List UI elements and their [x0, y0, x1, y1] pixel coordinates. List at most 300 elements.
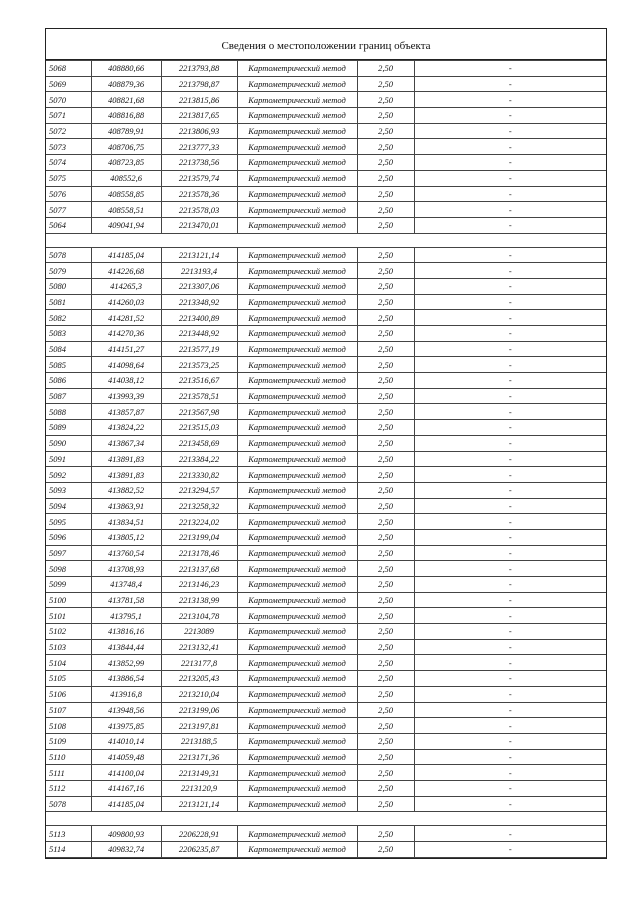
accuracy-cell: 2,50	[357, 702, 414, 718]
accuracy-cell: 2,50	[357, 498, 414, 514]
point-number-cell: 5079	[46, 263, 91, 279]
x-coordinate-cell: 414270,36	[91, 326, 161, 342]
x-coordinate-cell: 408880,66	[91, 61, 161, 77]
note-cell: -	[414, 749, 606, 765]
y-coordinate-cell: 2213817,65	[161, 108, 237, 124]
coordinates-table-body	[46, 61, 606, 858]
note-cell: -	[414, 765, 606, 781]
table-row	[46, 310, 606, 326]
note-cell: -	[414, 435, 606, 451]
x-coordinate-cell: 414185,04	[91, 796, 161, 812]
table-row	[46, 639, 606, 655]
x-coordinate-cell: 414151,27	[91, 341, 161, 357]
method-cell: Картометрический метод	[237, 139, 357, 155]
method-cell: Картометрический метод	[237, 186, 357, 202]
accuracy-cell: 2,50	[357, 247, 414, 263]
table-row	[46, 608, 606, 624]
x-coordinate-cell: 408789,91	[91, 123, 161, 139]
x-coordinate-cell: 413857,87	[91, 404, 161, 420]
accuracy-cell: 2,50	[357, 639, 414, 655]
y-coordinate-cell: 2213577,19	[161, 341, 237, 357]
x-coordinate-cell: 413975,85	[91, 718, 161, 734]
accuracy-cell: 2,50	[357, 92, 414, 108]
table-row	[46, 514, 606, 530]
method-cell: Картометрический метод	[237, 655, 357, 671]
table-row	[46, 388, 606, 404]
note-cell: -	[414, 139, 606, 155]
table-row	[46, 92, 606, 108]
table-row	[46, 76, 606, 92]
method-cell: Картометрический метод	[237, 577, 357, 593]
y-coordinate-cell: 2206235,87	[161, 842, 237, 858]
y-coordinate-cell: 2213330,82	[161, 467, 237, 483]
method-cell: Картометрический метод	[237, 686, 357, 702]
method-cell: Картометрический метод	[237, 155, 357, 171]
x-coordinate-cell: 409041,94	[91, 217, 161, 233]
point-number-cell: 5078	[46, 247, 91, 263]
x-coordinate-cell: 413824,22	[91, 420, 161, 436]
note-cell: -	[414, 545, 606, 561]
accuracy-cell: 2,50	[357, 326, 414, 342]
point-number-cell: 5100	[46, 592, 91, 608]
table-row	[46, 765, 606, 781]
x-coordinate-cell: 414100,04	[91, 765, 161, 781]
accuracy-cell: 2,50	[357, 686, 414, 702]
note-cell: -	[414, 247, 606, 263]
note-cell: -	[414, 202, 606, 218]
y-coordinate-cell: 2213104,78	[161, 608, 237, 624]
accuracy-cell: 2,50	[357, 545, 414, 561]
table-row	[46, 498, 606, 514]
x-coordinate-cell: 413816,16	[91, 624, 161, 640]
method-cell: Картометрический метод	[237, 498, 357, 514]
point-number-cell: 5074	[46, 155, 91, 171]
point-number-cell: 5094	[46, 498, 91, 514]
method-cell: Картометрический метод	[237, 108, 357, 124]
y-coordinate-cell: 2213384,22	[161, 451, 237, 467]
method-cell: Картометрический метод	[237, 357, 357, 373]
table-row	[46, 373, 606, 389]
x-coordinate-cell: 413882,52	[91, 482, 161, 498]
table-row	[46, 655, 606, 671]
accuracy-cell: 2,50	[357, 482, 414, 498]
note-cell: -	[414, 702, 606, 718]
table-row	[46, 404, 606, 420]
x-coordinate-cell: 414038,12	[91, 373, 161, 389]
note-cell: -	[414, 482, 606, 498]
accuracy-cell: 2,50	[357, 749, 414, 765]
x-coordinate-cell: 413795,1	[91, 608, 161, 624]
method-cell: Картометрический метод	[237, 826, 357, 842]
method-cell: Картометрический метод	[237, 278, 357, 294]
accuracy-cell: 2,50	[357, 61, 414, 77]
point-number-cell: 5112	[46, 780, 91, 796]
method-cell: Картометрический метод	[237, 61, 357, 77]
note-cell: -	[414, 561, 606, 577]
x-coordinate-cell: 413781,58	[91, 592, 161, 608]
point-number-cell: 5107	[46, 702, 91, 718]
method-cell: Картометрический метод	[237, 718, 357, 734]
group-separator	[46, 812, 606, 826]
table-row	[46, 624, 606, 640]
accuracy-cell: 2,50	[357, 733, 414, 749]
method-cell: Картометрический метод	[237, 263, 357, 279]
table-row	[46, 326, 606, 342]
table-row	[46, 202, 606, 218]
method-cell: Картометрический метод	[237, 467, 357, 483]
x-coordinate-cell: 413844,44	[91, 639, 161, 655]
x-coordinate-cell: 408879,36	[91, 76, 161, 92]
boundary-sheet	[45, 28, 607, 859]
accuracy-cell: 2,50	[357, 310, 414, 326]
x-coordinate-cell: 413993,39	[91, 388, 161, 404]
x-coordinate-cell: 408552,6	[91, 170, 161, 186]
y-coordinate-cell: 2213121,14	[161, 247, 237, 263]
point-number-cell: 5091	[46, 451, 91, 467]
note-cell: -	[414, 186, 606, 202]
point-number-cell: 5070	[46, 92, 91, 108]
accuracy-cell: 2,50	[357, 561, 414, 577]
x-coordinate-cell: 408821,68	[91, 92, 161, 108]
note-cell: -	[414, 498, 606, 514]
y-coordinate-cell: 2213199,06	[161, 702, 237, 718]
note-cell: -	[414, 123, 606, 139]
note-cell: -	[414, 357, 606, 373]
y-coordinate-cell: 2213738,56	[161, 155, 237, 171]
point-number-cell: 5068	[46, 61, 91, 77]
point-number-cell: 5109	[46, 733, 91, 749]
table-row	[46, 123, 606, 139]
method-cell: Картометрический метод	[237, 529, 357, 545]
y-coordinate-cell: 2213258,32	[161, 498, 237, 514]
method-cell: Картометрический метод	[237, 733, 357, 749]
accuracy-cell: 2,50	[357, 826, 414, 842]
accuracy-cell: 2,50	[357, 341, 414, 357]
x-coordinate-cell: 414260,03	[91, 294, 161, 310]
accuracy-cell: 2,50	[357, 780, 414, 796]
table-row	[46, 702, 606, 718]
accuracy-cell: 2,50	[357, 186, 414, 202]
table-row	[46, 155, 606, 171]
note-cell: -	[414, 467, 606, 483]
y-coordinate-cell: 2213199,04	[161, 529, 237, 545]
point-number-cell: 5098	[46, 561, 91, 577]
table-row	[46, 278, 606, 294]
y-coordinate-cell: 2213188,5	[161, 733, 237, 749]
method-cell: Картометрический метод	[237, 247, 357, 263]
point-number-cell: 5081	[46, 294, 91, 310]
method-cell: Картометрический метод	[237, 545, 357, 561]
point-number-cell: 5095	[46, 514, 91, 530]
y-coordinate-cell: 2213294,57	[161, 482, 237, 498]
y-coordinate-cell: 2213516,67	[161, 373, 237, 389]
accuracy-cell: 2,50	[357, 155, 414, 171]
y-coordinate-cell: 2213089	[161, 624, 237, 640]
y-coordinate-cell: 2213578,03	[161, 202, 237, 218]
method-cell: Картометрический метод	[237, 608, 357, 624]
y-coordinate-cell: 2213348,92	[161, 294, 237, 310]
note-cell: -	[414, 341, 606, 357]
point-number-cell: 5071	[46, 108, 91, 124]
x-coordinate-cell: 414098,64	[91, 357, 161, 373]
accuracy-cell: 2,50	[357, 842, 414, 858]
accuracy-cell: 2,50	[357, 294, 414, 310]
y-coordinate-cell: 2213578,51	[161, 388, 237, 404]
accuracy-cell: 2,50	[357, 577, 414, 593]
point-number-cell: 5080	[46, 278, 91, 294]
point-number-cell: 5111	[46, 765, 91, 781]
note-cell: -	[414, 388, 606, 404]
accuracy-cell: 2,50	[357, 108, 414, 124]
y-coordinate-cell: 2213224,02	[161, 514, 237, 530]
point-number-cell: 5101	[46, 608, 91, 624]
page-title: Сведения о местоположении границ объекта	[46, 29, 606, 60]
note-cell: -	[414, 655, 606, 671]
x-coordinate-cell: 414226,68	[91, 263, 161, 279]
accuracy-cell: 2,50	[357, 404, 414, 420]
table-row	[46, 842, 606, 858]
y-coordinate-cell: 2213132,41	[161, 639, 237, 655]
note-cell: -	[414, 639, 606, 655]
accuracy-cell: 2,50	[357, 671, 414, 687]
y-coordinate-cell: 2213578,36	[161, 186, 237, 202]
note-cell: -	[414, 529, 606, 545]
method-cell: Картометрический метод	[237, 202, 357, 218]
note-cell: -	[414, 294, 606, 310]
note-cell: -	[414, 326, 606, 342]
note-cell: -	[414, 278, 606, 294]
accuracy-cell: 2,50	[357, 420, 414, 436]
y-coordinate-cell: 2213197,81	[161, 718, 237, 734]
accuracy-cell: 2,50	[357, 139, 414, 155]
note-cell: -	[414, 718, 606, 734]
point-number-cell: 5110	[46, 749, 91, 765]
y-coordinate-cell: 2213798,87	[161, 76, 237, 92]
x-coordinate-cell: 408558,85	[91, 186, 161, 202]
note-cell: -	[414, 451, 606, 467]
x-coordinate-cell: 413948,56	[91, 702, 161, 718]
accuracy-cell: 2,50	[357, 624, 414, 640]
x-coordinate-cell: 409800,93	[91, 826, 161, 842]
point-number-cell: 5072	[46, 123, 91, 139]
y-coordinate-cell: 2213567,98	[161, 404, 237, 420]
table-row	[46, 577, 606, 593]
point-number-cell: 5105	[46, 671, 91, 687]
method-cell: Картометрический метод	[237, 76, 357, 92]
table-row	[46, 247, 606, 263]
method-cell: Картометрический метод	[237, 780, 357, 796]
y-coordinate-cell: 2213137,68	[161, 561, 237, 577]
point-number-cell: 5077	[46, 202, 91, 218]
point-number-cell: 5108	[46, 718, 91, 734]
y-coordinate-cell: 2213579,74	[161, 170, 237, 186]
point-number-cell: 5088	[46, 404, 91, 420]
point-number-cell: 5064	[46, 217, 91, 233]
note-cell: -	[414, 514, 606, 530]
note-cell: -	[414, 796, 606, 812]
accuracy-cell: 2,50	[357, 217, 414, 233]
x-coordinate-cell: 413891,83	[91, 467, 161, 483]
table-row	[46, 108, 606, 124]
y-coordinate-cell: 2213121,14	[161, 796, 237, 812]
point-number-cell: 5093	[46, 482, 91, 498]
point-number-cell: 5075	[46, 170, 91, 186]
x-coordinate-cell: 414281,52	[91, 310, 161, 326]
note-cell: -	[414, 577, 606, 593]
table-row	[46, 186, 606, 202]
table-row	[46, 796, 606, 812]
table-row	[46, 467, 606, 483]
x-coordinate-cell: 414010,14	[91, 733, 161, 749]
y-coordinate-cell: 2213458,69	[161, 435, 237, 451]
accuracy-cell: 2,50	[357, 608, 414, 624]
x-coordinate-cell: 413852,99	[91, 655, 161, 671]
accuracy-cell: 2,50	[357, 451, 414, 467]
point-number-cell: 5087	[46, 388, 91, 404]
point-number-cell: 5085	[46, 357, 91, 373]
table-row	[46, 139, 606, 155]
x-coordinate-cell: 413886,54	[91, 671, 161, 687]
table-row	[46, 61, 606, 77]
table-row	[46, 780, 606, 796]
note-cell: -	[414, 404, 606, 420]
table-row	[46, 341, 606, 357]
x-coordinate-cell: 413867,34	[91, 435, 161, 451]
x-coordinate-cell: 413748,4	[91, 577, 161, 593]
note-cell: -	[414, 624, 606, 640]
note-cell: -	[414, 108, 606, 124]
y-coordinate-cell: 2213515,03	[161, 420, 237, 436]
point-number-cell: 5097	[46, 545, 91, 561]
note-cell: -	[414, 733, 606, 749]
accuracy-cell: 2,50	[357, 76, 414, 92]
method-cell: Картометрический метод	[237, 294, 357, 310]
y-coordinate-cell: 2213171,36	[161, 749, 237, 765]
point-number-cell: 5090	[46, 435, 91, 451]
table-row	[46, 482, 606, 498]
note-cell: -	[414, 155, 606, 171]
accuracy-cell: 2,50	[357, 373, 414, 389]
x-coordinate-cell: 408816,88	[91, 108, 161, 124]
method-cell: Картометрический метод	[237, 702, 357, 718]
y-coordinate-cell: 2213205,43	[161, 671, 237, 687]
y-coordinate-cell: 2213448,92	[161, 326, 237, 342]
y-coordinate-cell: 2213573,25	[161, 357, 237, 373]
method-cell: Картометрический метод	[237, 170, 357, 186]
note-cell: -	[414, 217, 606, 233]
point-number-cell: 5089	[46, 420, 91, 436]
point-number-cell: 5086	[46, 373, 91, 389]
point-number-cell: 5092	[46, 467, 91, 483]
method-cell: Картометрический метод	[237, 217, 357, 233]
note-cell: -	[414, 61, 606, 77]
accuracy-cell: 2,50	[357, 202, 414, 218]
y-coordinate-cell: 2206228,91	[161, 826, 237, 842]
note-cell: -	[414, 671, 606, 687]
accuracy-cell: 2,50	[357, 170, 414, 186]
method-cell: Картометрический метод	[237, 123, 357, 139]
accuracy-cell: 2,50	[357, 263, 414, 279]
y-coordinate-cell: 2213193,4	[161, 263, 237, 279]
x-coordinate-cell: 413708,93	[91, 561, 161, 577]
table-row	[46, 686, 606, 702]
point-number-cell: 5076	[46, 186, 91, 202]
point-number-cell: 5106	[46, 686, 91, 702]
point-number-cell: 5073	[46, 139, 91, 155]
table-row	[46, 294, 606, 310]
table-row	[46, 217, 606, 233]
note-cell: -	[414, 826, 606, 842]
method-cell: Картометрический метод	[237, 451, 357, 467]
note-cell: -	[414, 592, 606, 608]
method-cell: Картометрический метод	[237, 404, 357, 420]
y-coordinate-cell: 2213138,99	[161, 592, 237, 608]
point-number-cell: 5099	[46, 577, 91, 593]
accuracy-cell: 2,50	[357, 592, 414, 608]
table-row	[46, 263, 606, 279]
y-coordinate-cell: 2213307,06	[161, 278, 237, 294]
method-cell: Картометрический метод	[237, 92, 357, 108]
note-cell: -	[414, 170, 606, 186]
x-coordinate-cell: 408723,85	[91, 155, 161, 171]
accuracy-cell: 2,50	[357, 655, 414, 671]
accuracy-cell: 2,50	[357, 796, 414, 812]
accuracy-cell: 2,50	[357, 718, 414, 734]
y-coordinate-cell: 2213806,93	[161, 123, 237, 139]
note-cell: -	[414, 373, 606, 389]
method-cell: Картометрический метод	[237, 482, 357, 498]
method-cell: Картометрический метод	[237, 310, 357, 326]
table-row	[46, 451, 606, 467]
note-cell: -	[414, 420, 606, 436]
note-cell: -	[414, 780, 606, 796]
point-number-cell: 5102	[46, 624, 91, 640]
y-coordinate-cell: 2213120,9	[161, 780, 237, 796]
table-row	[46, 357, 606, 373]
x-coordinate-cell: 408558,51	[91, 202, 161, 218]
table-row	[46, 592, 606, 608]
method-cell: Картометрический метод	[237, 341, 357, 357]
accuracy-cell: 2,50	[357, 467, 414, 483]
method-cell: Картометрический метод	[237, 671, 357, 687]
x-coordinate-cell: 413834,51	[91, 514, 161, 530]
table-row	[46, 826, 606, 842]
accuracy-cell: 2,50	[357, 388, 414, 404]
y-coordinate-cell: 2213146,23	[161, 577, 237, 593]
x-coordinate-cell: 414265,3	[91, 278, 161, 294]
point-number-cell: 5114	[46, 842, 91, 858]
table-row	[46, 545, 606, 561]
coordinates-table	[46, 60, 606, 858]
point-number-cell: 5082	[46, 310, 91, 326]
method-cell: Картометрический метод	[237, 639, 357, 655]
x-coordinate-cell: 408706,75	[91, 139, 161, 155]
x-coordinate-cell: 414185,04	[91, 247, 161, 263]
method-cell: Картометрический метод	[237, 373, 357, 389]
y-coordinate-cell: 2213400,89	[161, 310, 237, 326]
method-cell: Картометрический метод	[237, 561, 357, 577]
y-coordinate-cell: 2213149,31	[161, 765, 237, 781]
y-coordinate-cell: 2213177,8	[161, 655, 237, 671]
method-cell: Картометрический метод	[237, 749, 357, 765]
table-row	[46, 561, 606, 577]
table-row	[46, 749, 606, 765]
accuracy-cell: 2,50	[357, 278, 414, 294]
accuracy-cell: 2,50	[357, 357, 414, 373]
y-coordinate-cell: 2213178,46	[161, 545, 237, 561]
point-number-cell: 5113	[46, 826, 91, 842]
table-row	[46, 529, 606, 545]
